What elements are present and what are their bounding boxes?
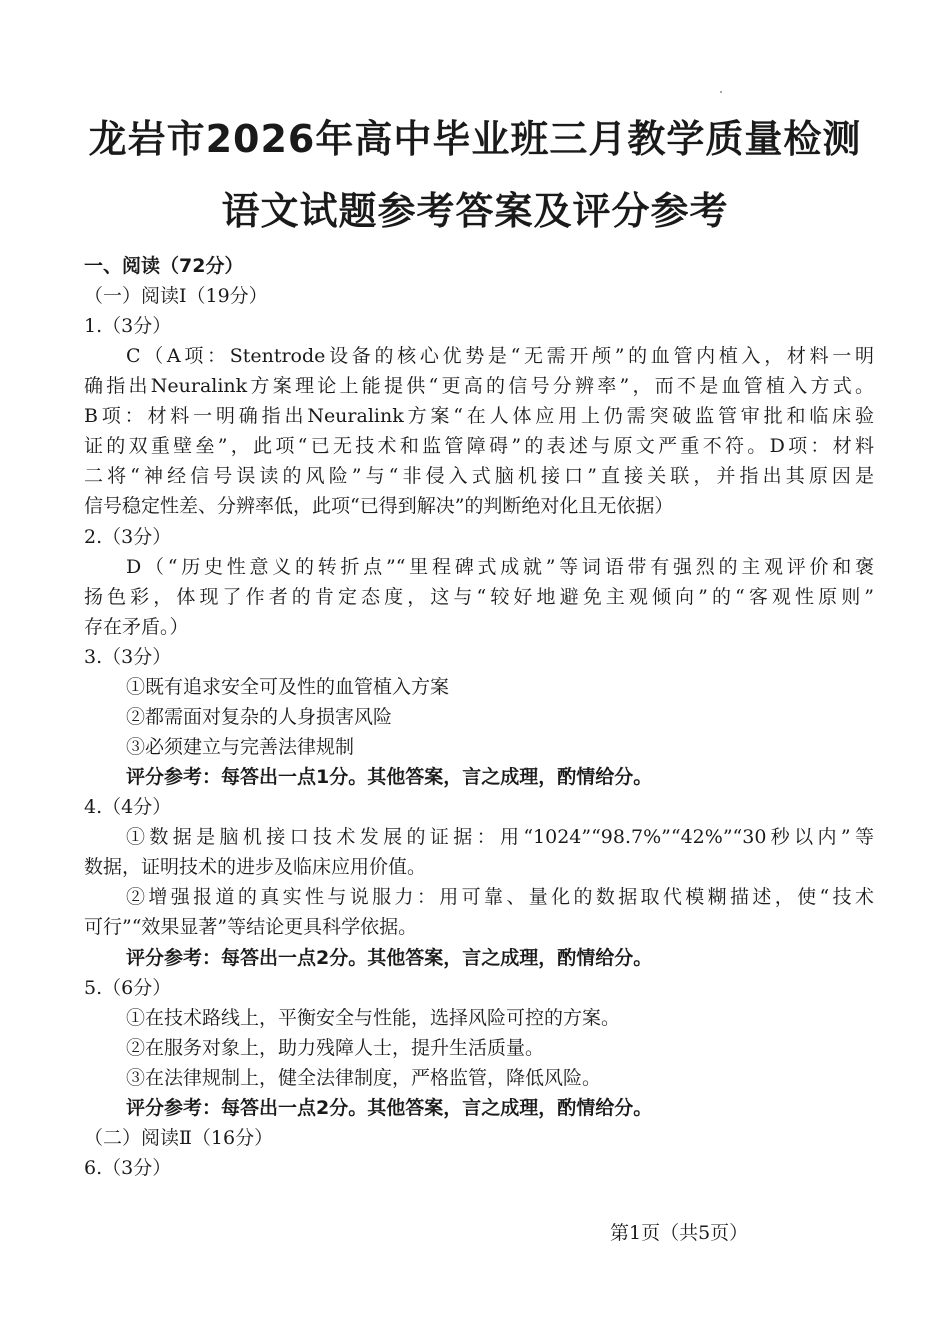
answer-point: ①数据是脑机接口技术发展的证据：用“1024”“98.7%”“42%”“30秒以内”等 bbox=[126, 826, 874, 848]
question-number: 2.（3分） bbox=[84, 526, 172, 548]
page-footer: 第1页（共5页） bbox=[610, 1222, 749, 1244]
question-number: 5.（6分） bbox=[84, 977, 172, 999]
question-number: 1.（3分） bbox=[84, 315, 172, 337]
answer-line: 扬色彩，体现了作者的肯定态度，这与“较好地避免主观倾向”的“客观性原则” bbox=[84, 586, 874, 608]
answer-line: 信号稳定性差、分辨率低，此项“已得到解决”的判断绝对化且无依据） bbox=[84, 495, 674, 517]
answer-line: D（“历史性意义的转折点”“里程碑式成就”等词语带有强烈的主观评价和褒 bbox=[126, 556, 874, 578]
scoring-note: 评分参考：每答出一点1分。其他答案，言之成理，酌情给分。 bbox=[126, 766, 653, 788]
answer-point: ②在服务对象上，助力残障人士，提升生活质量。 bbox=[126, 1037, 545, 1059]
answer-point: ②增强报道的真实性与说服力：用可靠、量化的数据取代模糊描述，使“技术 bbox=[126, 886, 874, 908]
answer-line: B项：材料一明确指出Neuralink方案“在人体应用上仍需突破监管审批和临床验 bbox=[84, 405, 874, 427]
question-number: 4.（4分） bbox=[84, 796, 172, 818]
answer-point: ②都需面对复杂的人身损害风险 bbox=[126, 706, 393, 728]
scoring-note: 评分参考：每答出一点2分。其他答案，言之成理，酌情给分。 bbox=[126, 947, 653, 969]
subsection-heading: （二）阅读Ⅱ（16分） bbox=[84, 1127, 274, 1149]
answer-point: ③必须建立与完善法律规制 bbox=[126, 736, 355, 758]
answer-line: 二将“神经信号误读的风险”与“非侵入式脑机接口”直接关联，并指出其原因是 bbox=[84, 465, 874, 487]
answer-line: 数据，证明技术的进步及临床应用价值。 bbox=[84, 856, 427, 878]
question-number: 6.（3分） bbox=[84, 1157, 172, 1179]
answer-line: 证的双重壁垒”，此项“已无技术和监管障碍”的表述与原文严重不符。D项：材料 bbox=[84, 435, 874, 457]
doc-subtitle: 语文试题参考答案及评分参考 bbox=[221, 189, 729, 233]
section-heading: 一、阅读（72分） bbox=[84, 255, 244, 277]
answer-point: ①既有追求安全可及性的血管植入方案 bbox=[126, 676, 450, 698]
answer-line: 存在矛盾。） bbox=[84, 616, 189, 638]
answer-line: 确指出Neuralink方案理论上能提供“更高的信号分辨率”，而不是血管植入方式。 bbox=[84, 375, 874, 397]
scan-speck bbox=[720, 91, 722, 93]
answer-point: ①在技术路线上，平衡安全与性能，选择风险可控的方案。 bbox=[126, 1007, 621, 1029]
question-number: 3.（3分） bbox=[84, 646, 172, 668]
scoring-note: 评分参考：每答出一点2分。其他答案，言之成理，酌情给分。 bbox=[126, 1097, 653, 1119]
answer-line: C（A项：Stentrode设备的核心优势是“无需开颅”的血管内植入，材料一明 bbox=[126, 345, 874, 367]
doc-title: 龙岩市2026年高中毕业班三月教学质量检测 bbox=[88, 117, 862, 161]
answer-line: 可行”“效果显著”等结论更具科学依据。 bbox=[84, 916, 418, 938]
subsection-heading: （一）阅读Ⅰ（19分） bbox=[84, 285, 268, 307]
answer-point: ③在法律规制上，健全法律制度，严格监管，降低风险。 bbox=[126, 1067, 602, 1089]
